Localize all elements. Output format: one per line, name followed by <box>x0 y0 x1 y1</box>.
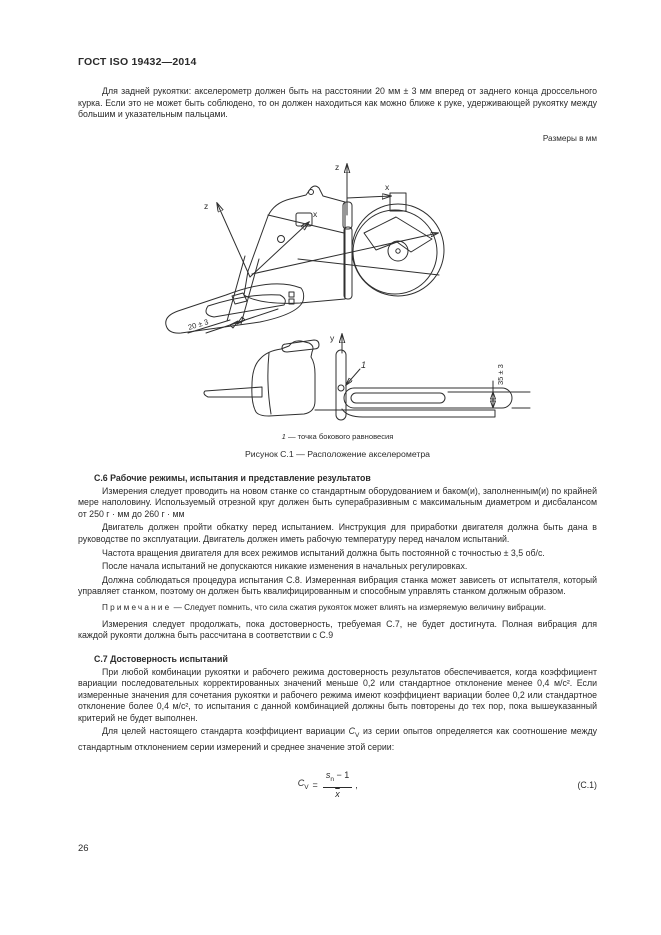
eq-equals: = <box>312 779 318 790</box>
body-cowl-line <box>268 353 271 414</box>
dim-label-20-3: 20 ± 3 <box>186 317 210 332</box>
body-cover-line <box>268 215 344 233</box>
x-axis-arrow-front <box>347 196 391 198</box>
axis-label-y: y <box>330 333 335 343</box>
equation-c1 <box>78 770 597 800</box>
point-label-1: 1 <box>361 360 367 370</box>
air-filter-detail <box>296 213 312 226</box>
figure-caption: Рисунок С.1 — Расположение акселерометра <box>244 449 430 459</box>
guard-skirt-line <box>315 409 495 417</box>
dimensions-note: Размеры в мм <box>542 134 597 143</box>
axis-label-x-front: x <box>385 182 390 192</box>
figure-note-ref: 1 <box>281 432 286 441</box>
rear-accelerometer-axes <box>204 201 438 277</box>
section-c7-heading: С.7 Достоверность испытаний <box>94 653 228 664</box>
equation-number: (С.1) <box>577 779 597 790</box>
dim-arrow-1 <box>230 321 238 328</box>
eq-comma: , <box>355 779 358 790</box>
cutting-arm-slot <box>351 393 445 403</box>
fuel-cap-detail <box>278 236 285 243</box>
figure-c1-drawing <box>148 153 532 431</box>
cutting-arm-bar <box>344 388 512 408</box>
section-c6-paragraph-4: После начала испытаний не допускаются никакие изменения в начальных регулировках. <box>102 561 468 572</box>
c7-p2-pre: Для целей настоящего стандарта коэффициент вариации <box>102 726 349 737</box>
z-axis-arrow-rear <box>217 203 250 277</box>
page-number: 26 <box>78 843 89 854</box>
section-c7-paragraph-1: При любой комбинации рукоятки и рабочего режима достоверность результатов обеспечивается, когда коэффициент вариации последовательных корректированных значений меньше 0,2 или стандартное отклонение менее 0,4 м/с². Если измеренные значения для сочетания рукоятки и рабочего режима имеют коэффициент вариации более 0,2 или стандартное отклонение более 0,4 м/с², то испытания с данной комбинацией должны быть повторены до тех пор, пока вышеуказанный критерий не будет выполнен. <box>78 666 597 723</box>
muffler-detail <box>282 340 319 352</box>
note-text: — Следует помнить, что сила сжатия рукояток может влиять на измеряемую величину вибрации. <box>171 602 547 612</box>
clip-detail-1 <box>289 292 294 297</box>
guard-mount <box>390 193 406 211</box>
eq-denominator <box>333 788 342 801</box>
section-c7-paragraph-2 <box>78 726 597 753</box>
eq-lhs-sub: V <box>304 783 309 791</box>
top-view-machine <box>204 333 512 420</box>
axis-label-z-front: z <box>335 162 340 172</box>
section-c6-paragraph-3: Частота вращения двигателя для всех режимов испытаний должна быть постоянной с точностью ± 3,5 об/с. <box>102 547 545 558</box>
disc-center <box>396 249 400 253</box>
cv-subscript: V <box>355 732 360 740</box>
axis-label-x-rear: x <box>313 209 318 219</box>
x-axis-arrow-rear <box>250 222 309 277</box>
figure-note <box>78 432 597 441</box>
eq-numerator <box>323 770 352 787</box>
dimension-35-3 <box>448 364 530 408</box>
axis-label-z-rear: z <box>204 201 209 211</box>
cv-symbol: C <box>348 726 356 737</box>
accelerometer-point <box>338 385 344 391</box>
belt-line-lower <box>298 259 439 275</box>
top-cap-detail <box>309 190 314 195</box>
eq-fraction <box>323 770 352 800</box>
engine-body-top <box>252 341 315 416</box>
eq-num-base: s <box>325 770 331 781</box>
eq-den-xbar: x <box>335 788 340 799</box>
eq-lhs-base: C <box>297 777 305 788</box>
rear-handle-rod <box>204 387 262 397</box>
dim-label-35-3: 35 ± 3 <box>496 364 505 385</box>
section-c6-note <box>78 603 597 614</box>
section-c6-paragraph-6: Измерения следует продолжать, пока достоверность, требуемая С.7, не будет достигнута. Полная вибрация для каждой рукояти должна быть рассчитана в соответствии с С.9 <box>78 618 597 641</box>
section-c6-paragraph-1: Измерения следует проводить на новом станке со стандартным оборудованием и баком(и), заполненным(и) по крайней мере наполовину. Используемый отрезной круг должен быть суперабразивным с максимальным диаметром и дисбалансом от 250 г · мм до 260 г · мм <box>78 485 597 519</box>
figure-note-text: — точка бокового равновесия <box>287 432 394 441</box>
intro-paragraph: Для задней рукоятки: акселерометр должен быть на расстоянии 20 мм ± 3 мм вперед от заднего конца дроссельного курка. Если это не может быть соблюдено, то он должен находиться как можно ближе к руке, удерживающей рукоятку между большим и указательным пальцами. <box>78 86 597 120</box>
point-leader-line <box>346 369 360 385</box>
ext-line-1 <box>227 256 245 321</box>
c7-p2-post: из серии опытов определяется как соотношение между стандартным отклонением серии измерений и среднее значение этой серии: <box>78 726 598 752</box>
ext-line-2 <box>241 259 259 324</box>
page-header: ГОСТ ISO 19432—2014 <box>78 56 197 68</box>
section-c6-paragraph-2: Двигатель должен пройти обкатку перед испытанием. Инструкция для приработки двигателя должна быть дана в руководстве по эксплуатации. Двигатель должен иметь рабочую температуру перед началом испытаний. <box>78 522 597 544</box>
body-text <box>78 473 597 800</box>
equation-c1-body <box>78 770 577 800</box>
eq-num-sub: n <box>330 776 334 784</box>
cutting-disc-blade <box>353 210 437 294</box>
eq-lhs <box>298 778 309 793</box>
section-c6-paragraph-5: Должна соблюдаться процедура испытания С.8. Измеренная вибрация станка может зависеть от испытателя, который управляет станком, поэтому он должен быть квалифицированным и способным управлять станком должным образом. <box>78 574 597 597</box>
note-label: Примечание <box>102 602 172 612</box>
eq-num-tail: − 1 <box>333 770 350 781</box>
section-c6-heading: С.6 Рабочие режимы, испытания и представление результатов <box>94 473 371 483</box>
